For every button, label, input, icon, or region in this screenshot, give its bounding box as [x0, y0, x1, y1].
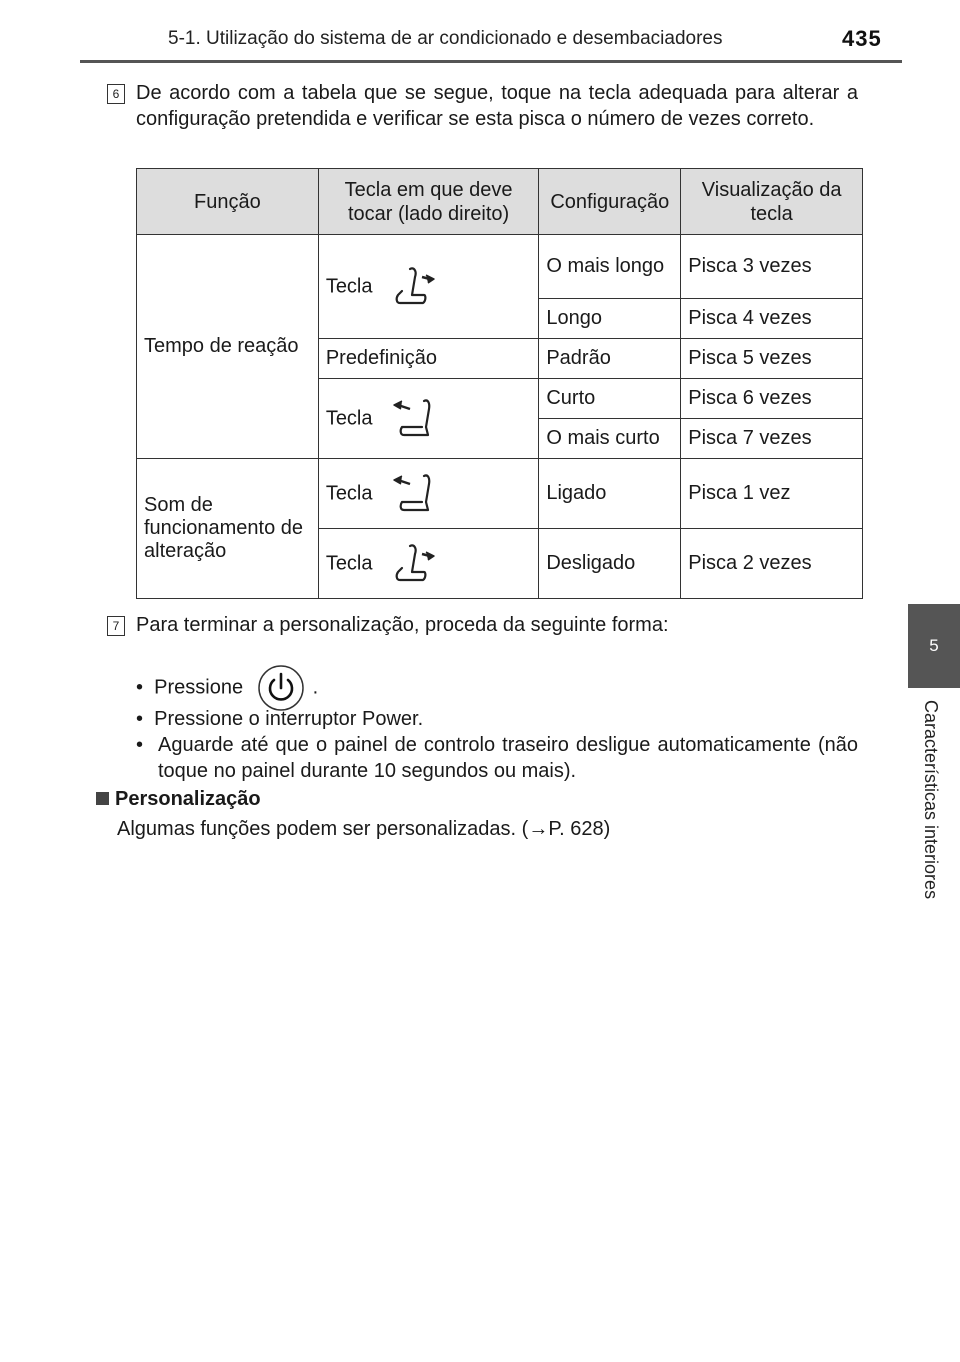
function-cell: Tempo de reação	[137, 235, 319, 459]
config-cell: Desligado	[539, 529, 681, 599]
seat-recline-back-icon	[390, 542, 438, 586]
table-row	[137, 459, 863, 529]
seat-forward-icon	[390, 472, 438, 516]
step-number-7: 7	[107, 616, 125, 636]
step6-text: De acordo com a tabela que se segue, toque na tecla adequada para alterar a configuração pretendida e verificar se esta pisca o número de vezes correto.	[136, 82, 858, 130]
header-rule	[80, 60, 902, 63]
config-cell: Ligado	[539, 459, 681, 529]
key-label: Tecla	[325, 481, 373, 504]
chapter-tab	[908, 604, 960, 688]
key-cell	[318, 529, 539, 599]
bullet-text: Aguarde até que o painel de controlo traseiro desligue automaticamente (não toque no painel durante 10 segundos ou mais).	[158, 734, 858, 782]
page-header	[0, 0, 900, 51]
personalization-text: Algumas funções podem ser personalizadas. (→P. 628)	[117, 818, 611, 840]
bullet-dot: •	[136, 708, 155, 730]
table-row	[137, 235, 863, 299]
display-cell: Pisca 4 vezes	[681, 299, 863, 339]
config-cell: Padrão	[539, 339, 681, 379]
personalization-heading	[96, 788, 261, 811]
bullet-item	[136, 706, 858, 732]
config-cell: Longo	[539, 299, 681, 339]
header-config: Configuração	[539, 169, 681, 235]
step-number-6: 6	[107, 84, 125, 104]
step7-text: Para terminar a personalização, proceda da seguinte forma:	[136, 614, 669, 636]
seat-forward-icon	[390, 397, 438, 441]
display-cell: Pisca 2 vezes	[681, 529, 863, 599]
header-key: Tecla em que deve tocar (lado direito)	[318, 169, 539, 235]
function-cell: Som de funcionamento de alteração	[137, 459, 319, 599]
bullet-text-before: Pressione	[154, 676, 244, 699]
key-cell	[318, 379, 539, 459]
header-display: Visualização da tecla	[681, 169, 863, 235]
key-cell: Predefinição	[318, 339, 539, 379]
config-cell: O mais curto	[539, 419, 681, 459]
bullet-item	[136, 732, 858, 784]
section-title: 5-1. Utilização do sistema de ar condicionado e desembaciadores	[168, 28, 723, 49]
display-cell: Pisca 7 vezes	[681, 419, 863, 459]
table-header-row	[137, 169, 863, 235]
display-cell: Pisca 5 vezes	[681, 339, 863, 379]
chapter-number: 5	[929, 636, 939, 655]
config-cell: Curto	[539, 379, 681, 419]
config-cell: O mais longo	[539, 235, 681, 299]
bullet-text: Pressione o interruptor Power.	[154, 708, 424, 730]
header-function: Função	[137, 169, 319, 235]
display-cell: Pisca 1 vez	[681, 459, 863, 529]
key-label: Tecla	[325, 406, 373, 429]
chapter-side-label	[916, 700, 950, 930]
key-cell	[318, 235, 539, 339]
heading-text: Personalização	[115, 788, 261, 810]
page-number: 435	[842, 26, 882, 51]
key-label: Tecla	[325, 551, 373, 574]
key-cell	[318, 459, 539, 529]
settings-table	[136, 168, 863, 599]
bullet-dot: •	[136, 734, 144, 756]
square-bullet-icon	[96, 792, 109, 805]
bullet-text-after: .	[312, 676, 319, 699]
seat-recline-back-icon	[390, 265, 438, 309]
bullet-dot: •	[136, 676, 155, 699]
chapter-label: Características interiores	[921, 700, 941, 900]
display-cell: Pisca 3 vezes	[681, 235, 863, 299]
display-cell: Pisca 6 vezes	[681, 379, 863, 419]
key-label: Tecla	[325, 274, 373, 297]
